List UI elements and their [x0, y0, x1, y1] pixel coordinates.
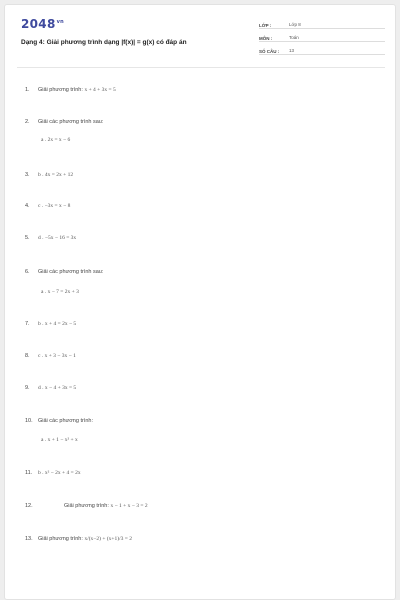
meta-row-class: [259, 19, 385, 29]
question-math: x + 4 + 3x = 5: [84, 87, 116, 93]
question-12: [25, 503, 148, 509]
meta-row-count: [259, 45, 385, 55]
question-text: Giải phương trình:: [38, 536, 85, 542]
meta-value-count: 13: [289, 48, 295, 53]
question-number: 2.: [25, 119, 30, 125]
question-8: [25, 353, 76, 359]
question-1: [25, 87, 116, 93]
meta-label-subject: MÔN :: [259, 36, 273, 41]
document-page: [4, 4, 396, 600]
question-9: [25, 385, 76, 391]
question-number: 4.: [25, 203, 30, 209]
question-number: 8.: [25, 353, 30, 359]
question-number: 9.: [25, 385, 30, 391]
question-number: 12.: [25, 503, 33, 509]
question-math: b . 4x = 2x + 12: [38, 172, 74, 178]
question-5: [25, 235, 76, 241]
question-math: b . x + 4 = 2x − 5: [38, 321, 77, 327]
question-number: 13.: [25, 536, 33, 542]
question-math: c . x + 3 − 3x − 1: [38, 353, 76, 359]
question-6-part-a: a . x − 7 = 2x + 3: [41, 289, 79, 295]
meta-label-class: LỚP :: [259, 23, 272, 28]
question-math: d . x − 4 + 3x = 5: [38, 385, 77, 391]
question-number: 7.: [25, 321, 30, 327]
meta-value-subject: Toán: [289, 35, 299, 40]
question-text: Giải các phương trình:: [38, 418, 93, 424]
question-6: [25, 269, 103, 275]
question-number: 1.: [25, 87, 30, 93]
question-text: Giải phương trình:: [64, 503, 111, 509]
question-11: [25, 470, 81, 476]
site-logo[interactable]: [21, 17, 64, 31]
question-13: [25, 536, 132, 542]
page-title: Dạng 4: Giải phương trình dạng |f(x)| = g(x) có đáp án: [21, 39, 187, 46]
meta-row-subject: [259, 32, 385, 42]
meta-label-count: SỐ CÂU :: [259, 49, 280, 54]
question-number: 5.: [25, 235, 30, 241]
logo-text: 2048: [21, 17, 56, 31]
question-2: [25, 119, 103, 125]
question-4: [25, 203, 70, 209]
meta-info: [259, 19, 385, 58]
question-number: 11.: [25, 470, 33, 476]
question-math: x/(x−2) + (x+1)/3 = 2: [84, 536, 132, 542]
question-math: b . x² − 2x + 4 = 2x: [38, 470, 81, 476]
question-number: 10.: [25, 418, 33, 424]
question-7: [25, 321, 76, 327]
header-divider: [17, 67, 385, 68]
question-3: [25, 172, 73, 178]
question-number: 6.: [25, 269, 30, 275]
question-text: Giải các phương trình sau:: [38, 269, 104, 275]
question-10-part-a: a . x + 1 − x² + x: [41, 437, 78, 443]
question-2-part-a: a . 2x = x − 6: [41, 137, 71, 143]
question-math: d . −5x − 16 = 3x: [38, 235, 77, 241]
question-math: x − 1 + x − 3 = 2: [110, 503, 148, 509]
meta-value-class: Lớp 8: [289, 22, 301, 27]
question-text: Giải các phương trình sau:: [38, 119, 104, 125]
question-number: 3.: [25, 172, 30, 178]
document-header: [5, 5, 395, 63]
question-10: [25, 418, 93, 424]
question-math: c . −3x = x − 8: [38, 203, 71, 209]
logo-suffix: vn: [56, 19, 65, 25]
question-text: Giải phương trình:: [38, 87, 85, 93]
